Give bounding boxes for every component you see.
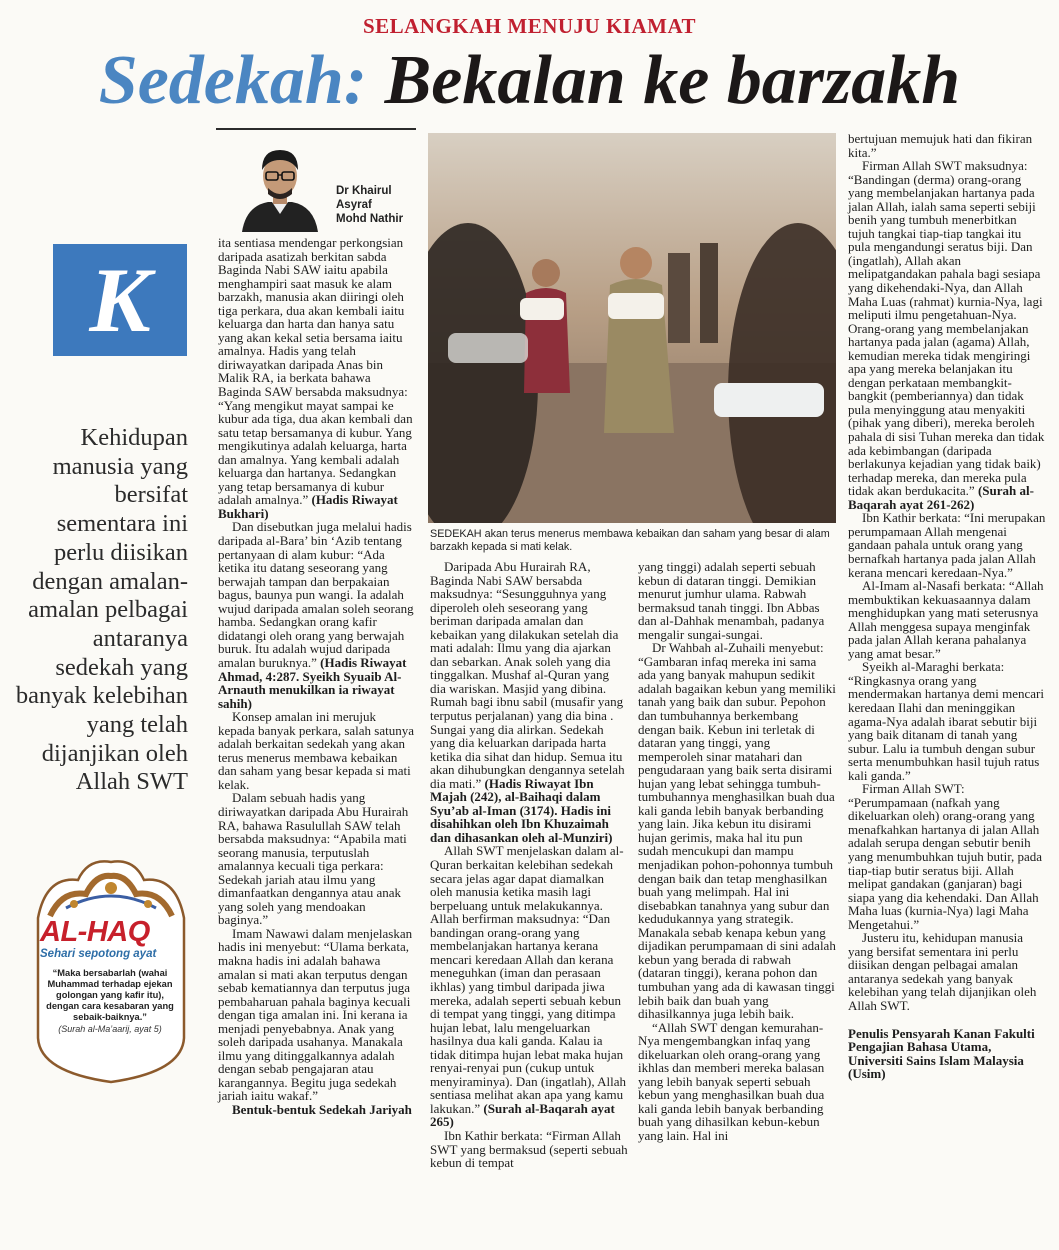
paragraph [848, 159, 1046, 511]
photo-caption: SEDEKAH akan terus menerus membawa kebaikan dan saham yang besar di alam barzakh kepada si mati kelak. [430, 528, 830, 553]
paragraph [430, 1129, 628, 1170]
author-portrait-icon [232, 140, 328, 232]
article-column-3 [638, 560, 836, 1143]
children-carrying-food-photo-icon [428, 133, 836, 523]
paragraph-text: bertujuan memujuk hati dan fikiran kita.” [848, 131, 1033, 160]
paragraph [218, 520, 416, 710]
paragraph-text: Ibn Kathir berkata: “Ini merupakan perumpamaan Allah mengenai gandaan pahala untuk orang yang bernafkah hartanya pada jalan Allah kerana mencari keredaan-Nya.” [848, 510, 1046, 580]
paragraph [638, 1021, 836, 1143]
al-haq-subtitle: Sehari sepotong ayat [40, 948, 157, 960]
headline-part2: Bekalan ke barzakh [384, 42, 961, 119]
paragraph [848, 132, 1046, 159]
article-column-4 [848, 132, 1046, 1081]
paragraph-text: Firman Allah SWT: “Perumpamaan (nafkah yang dikeluarkan oleh) orang-orang yang menafkahkan hartanya di jalan Allah adalah serupa dengan sebutir benih yang menumbuhkan tujuh butir, pada tiap-tiap butir seratus biji. Allah melipat gandakan (ganjaran) bagi siapa yang dia kehendaki. Dan Allah Maha luas (kurnia-Nya) lagi Maha Mengetahui.” [848, 781, 1043, 932]
citation: (Hadis Riwayat Ibn Majah (242), al-Baihaqi dalam Syu’ab al-Iman (3174). Hadis ini disahihkan oleh Ibn Khuzaimah dan dihasankan oleh al-Munziri) [430, 775, 613, 845]
headline-part1: Sedekah: [98, 42, 368, 119]
al-haq-quote: “Maka bersabarlah (wahai Muhammad terhadap ejekan golongan yang kafir itu), dengan cara kesabaran yang sebaik-baiknya.” [46, 968, 174, 1022]
paragraph-text: Dan disebutkan juga melalui hadis daripada al-Bara’ bin ‘Azib tentang pertanyaan di alam kubur: “Ada ketika itu datang seseorang yang berwajah tampan dan berpakaian bagus, baunya pun wangi. Ia adalah wujud daripada amalan soleh seorang hamba. Sedangkan orang kafir didatangi oleh orang yang berwajah buruk. Itu adalah wujud daripada amalan buruknya.” [218, 519, 414, 670]
paragraph-text: Daripada Abu Hurairah RA, Baginda Nabi SAW bersabda maksudnya: “Sesungguhnya yang diperoleh oleh seseorang yang beriman daripada amalan dan kebaikan yang dilakukan setelah dia mati adalah: Ilmu yang dia ajarkan dan sebarkan. Anak soleh yang dia tinggalkan. Mushaf al-Quran yang dia wariskan. Masjid yang dibina. Rumah bagi ibnu sabil (musafir yang terputus perjalanan) yang dia bina . Sungai yang dia alirkan. Sedekah yang dia keluarkan daripada harta ketika dia sihat dan hidup. Semua itu akan dihubungkan dengannya setelah dia mati.” [430, 559, 625, 791]
citation: (Surah al-Baqarah ayat 261-262) [848, 483, 1034, 512]
paragraph [430, 560, 628, 844]
paragraph [218, 791, 416, 926]
article-column-2 [430, 560, 628, 1170]
article-column-1 [218, 236, 416, 1117]
author-byline: Penulis Pensyarah Kanan Fakulti Pengajian Bahasa Utama, Universiti Sains Islam Malaysia (Usim) [848, 1025, 1035, 1082]
paragraph-text: Konsep amalan ini merujuk kepada banyak perkara, salah satunya adalah berkaitan sedekah yang akan terus menerus membawa kebaikan dan saham yang besar kepada si mati kelak. [218, 709, 414, 792]
headline [0, 42, 1059, 119]
al-haq-source: (Surah al-Ma’aarij, ayat 5) [58, 1024, 162, 1034]
subheading-text: Bentuk-bentuk Sedekah Jariyah [232, 1102, 412, 1117]
paragraph [430, 844, 628, 1128]
article-photo [428, 133, 836, 523]
paragraph-text: Allah SWT menjelaskan dalam al-Quran berkaitan kelebihan sedekah secara jelas agar dapat diamalkan oleh manusia ketika masih lagi berpeluang untuk melakukannya. Allah berfirman maksudnya: “Dan bandingan orang-orang yang membelanjakan hartanya kerana mencari keredaan Allah dan kerana meneguhkan (iman dan perasaan ikhlas) yang timbul daripada jiwa mereka, adalah seperti sebuah kebun di tempat yang tinggi, yang ditimpa hujan lebat, lalu mengeluarkan hasilnya dua kali ganda. Kalau ia tidak ditimpa hujan lebat maka hujan renyai-renyai pun (cukup untuk menyiraminya). Dan (ingatlah), Allah sentiasa melihat akan apa yang kamu lakukan.” [430, 843, 627, 1116]
paragraph-text: Dalam sebuah hadis yang diriwayatkan daripada Abu Hurairah RA, bahawa Rasulullah SAW telah bersabda maksudnya: “Apabila mati seorang manusia, terputuslah amalannya kecuali tiga perkara: Sedekah jariah atau ilmu yang dimanfaatkan dengannya atau anak yang soleh yang mendoakan baginya.” [218, 790, 409, 928]
author-name [336, 184, 426, 226]
paragraph [638, 560, 836, 641]
citation: (Surah al-Baqarah ayat 265) [430, 1100, 615, 1130]
author-name-line2: Mohd Nathir [336, 213, 404, 225]
section-kicker: SELANGKAH MENUJU KIAMAT [362, 14, 697, 38]
paragraph-text: Firman Allah SWT maksudnya: “Bandingan (derma) orang-orang yang membelanjakan hartanya pada jalan Allah, ialah sama seperti sebiji benih yang tumbuh menerbitkan tujuh tangkai tiap-tiap tangkai itu pula mengandungi seratus biji. Dan (ingatlah), Allah akan melipatgandakan pahala bagi sesiapa yang dikehendaki-Nya, dan Allah Maha Luas (rahmat) kurnia-Nya, lagi meliputi ilmu pengetahuan-Nya. Orang-orang yang membelanjakan hartanya pada jalan (agama) Allah, kemudian mereka tidak mengiringi apa yang mereka belanjakan itu dengan perkataan membangkit-bangkit (pemberiannya) dan tidak pula menyinggung atau menyakiti (pihak yang diberi), mereka beroleh pahala di sisi Tuhan mereka dan tidak ada kebimbangan (daripada berlakunya kejadian yang tidak baik) terhadap mereka, dan mereka pula tidak akan berdukacita.” [848, 158, 1045, 499]
author-rule [216, 128, 416, 130]
paragraph-text: ita sentiasa mendengar perkongsian daripada asatizah berkitan sabda Baginda Nabi SAW iaitu apabila menghampiri saat masuk ke alam barzakh, manusia akan diiringi oleh tiga perkara, dua akan kembali iaitu keluarga dan harta dan hanya satu yang akan kekal setia bersama iaitu amalnya. Hadis yang telah diriwayatkan daripada Anas bin Malik RA, ia berkata bahawa Baginda SAW bersabda maksudnya: “Yang mengikut mayat sampai ke kubur ada tiga, dua akan kembali dan satu tetap bersamanya di kubur. Yang mengikutinya adalah keluarga, harta dan amalnya. Yang kembali adalah keluarga dan hartanya. Sedangkan yang tetap bersamanya di kubur adalah amalnya.” [218, 235, 413, 508]
paragraph [848, 579, 1046, 660]
paragraph [638, 641, 836, 1020]
paragraph-text: “Allah SWT dengan kemurahan-Nya mengembangkan infaq yang dikeluarkan oleh orang-orang yang ikhlas dan memberi mereka balasan yang lebih banyak seperti sebuah kebun yang menghasilkan buah dua kali ganda lebih banyak berbanding buah yang dihasilkan kebun-kebun yang lain. Hal ini [638, 1019, 825, 1143]
author-photo [232, 140, 328, 232]
paragraph-text: Dr Wahbah al-Zuhaili menyebut: “Gambaran infaq mereka ini sama ada yang banyak mahupun sedikit adalah bagaikan kebun yang memiliki tanah yang baik dan subur. Pepohon dan tumbuhannya berkembang dengan baik. Kebun ini terletak di dataran yang tinggi, yang memperoleh sinar matahari dan pengudaraan yang baik serta disirami hujan yang lebat sehingga tumbuh-tumbuhannya menghasilkan buah dua kali ganda lebih banyak berbanding yang lain. Jika kebun itu disirami hujan gerimis, maka hal itu pun sudah mencukupi dan mampu menjadikan pohon-pohonnya tumbuh dengan baik dan tetap menghasilkan buah yang melimpah. Hal ini disebabkan tanahnya yang subur dan kedudukannya yang strategik. Manakala sebab kenapa kebun yang dijadikan perumpamaan di sini adalah kebun yang berada di rabwah (dataran tinggi), kerana pohon dan tumbuhan yang ada di kawasan tinggi lebih baik dan buah yang dihasilkannya juga lebih baik. [638, 640, 836, 1022]
paragraph-text: Al-Imam al-Nasafi berkata: “Allah membuktikan kekuasaannya dalam menghidupkan yang mati seterusnya Allah menggesa supaya menginfak pada jalan Allah kerana pahalanya yang amat besar.” [848, 578, 1044, 661]
paragraph-text: Ibn Kathir berkata: “Firman Allah SWT yang bermaksud (seperti sebuah kebun di tempat [430, 1127, 628, 1171]
paragraph-text: yang tinggi) adalah seperti sebuah kebun di dataran tinggi. Demikian menurut jumhur ulama. Rabwah bermaksud tanah tinggi. Ibn Abbas dan al-Dahhak menambah, padanya mengalir sungai-sungai. [638, 559, 825, 642]
paragraph [218, 927, 416, 1103]
paragraph [218, 236, 416, 520]
paragraph-text: Syeikh al-Maraghi berkata: “Ringkasnya orang yang mendermakan hartanya demi mencari keredaan Ilahi dan meninggikan agama-Nya adalah ibarat sebutir biji yang baik ditanam di tanah yang subur. Lalu ia tumbuh dengan subur serta menumbuhkan hasil tujuh ratus kali ganda.” [848, 659, 1044, 783]
citation: (Hadis Riwayat Bukhari) [218, 492, 398, 521]
pull-quote: Kehidupan manusia yang bersifat sementara ini perlu diisikan dengan amalan-amalan pelbagai antaranya sedekah yang banyak kelebihan yang telah dijanjikan oleh Allah SWT [15, 424, 188, 796]
subheading [218, 1103, 416, 1117]
citation: (Hadis Riwayat Ahmad, 4:287. Syeikh Syuaib Al-Arnauth menukilkan ia riwayat sahih) [218, 654, 407, 711]
paragraph [848, 931, 1046, 1012]
author-name-line1: Dr Khairul Asyraf [336, 185, 392, 211]
paragraph-text: Imam Nawawi dalam menjelaskan hadis ini menyebut: “Ulama berkata, makna hadis ini adalah bahawa amalan si mati akan terputus dengan sebab kematiannya dan terputus juga pembaharuan pahala baginya kecuali dengan tiga amalan ini. Ini kerana ia menjadi penyebabnya. Anak yang soleh daripada usahanya. Manakala ilmu yang ditinggalkannya adalah dengan sebab pengajaran atau karangannya. Begitu juga sedekah jariah iaitu wakaf.” [218, 925, 413, 1104]
paragraph-text: Justeru itu, kehidupan manusia yang bersifat sementara ini perlu diisikan dengan pelbagai amalan antaranya sedekah yang banyak kelebihan yang telah dijanjikan oleh Allah SWT. [848, 930, 1037, 1013]
al-haq-title: AL-HAQ [40, 916, 150, 948]
paragraph [218, 710, 416, 791]
paragraph [848, 660, 1046, 782]
paragraph [848, 782, 1046, 931]
paragraph [848, 511, 1046, 579]
drop-cap: K [53, 244, 187, 356]
